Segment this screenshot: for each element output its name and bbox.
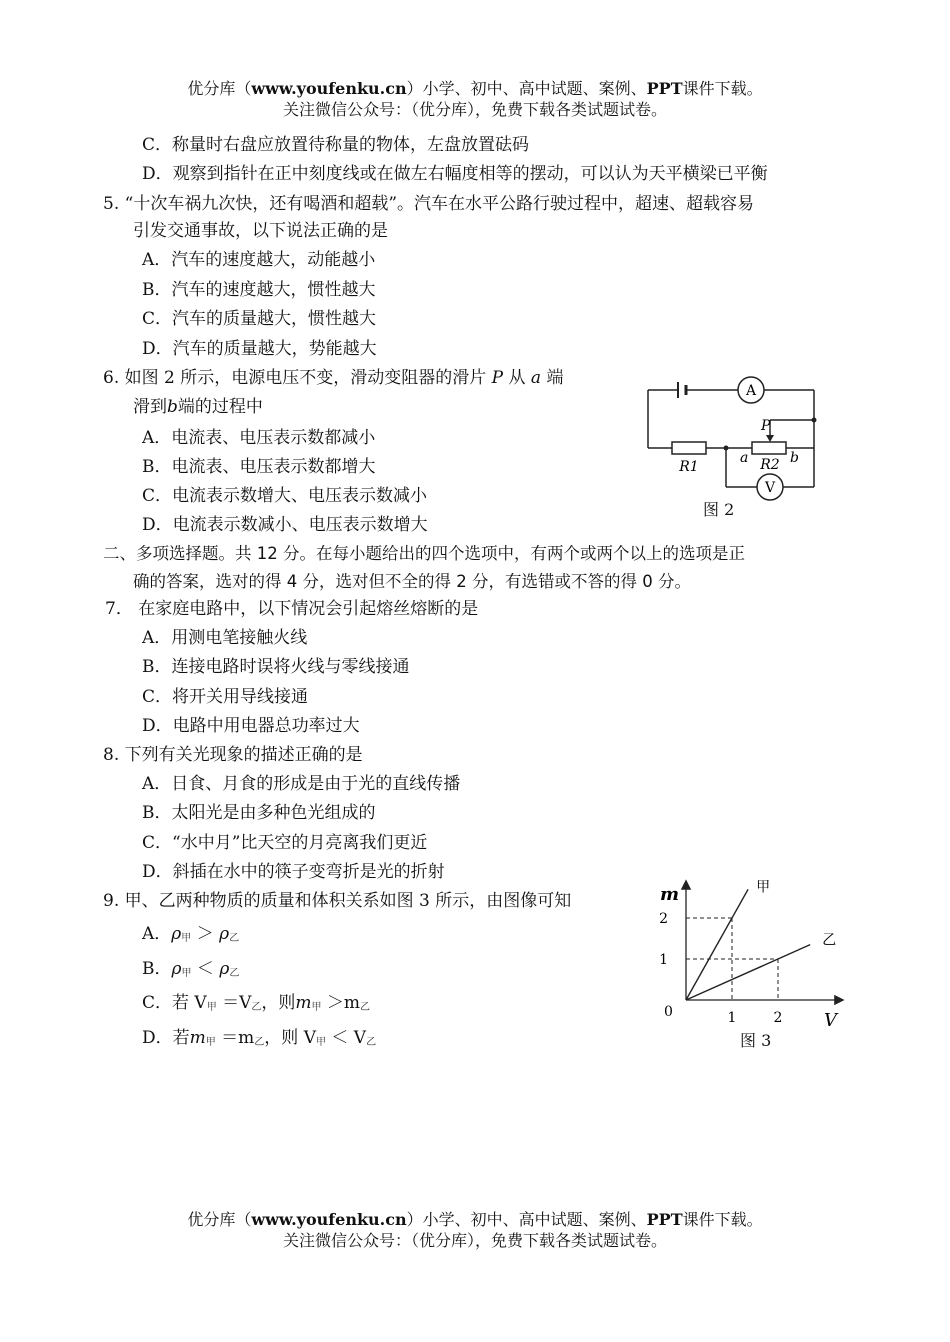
q6-text: 端的过程中 [177, 397, 263, 417]
footer-ppt: PPT [646, 1210, 683, 1229]
q6-text: 滑到 [133, 397, 167, 417]
q5-option-b: B．汽车的速度越大，惯性越大 [142, 280, 376, 300]
q9-rho: ρ [171, 959, 182, 979]
q9-var-m: m [189, 1028, 206, 1048]
header-ppt: PPT [646, 79, 683, 98]
series-line-jia [686, 889, 748, 1000]
q8-stem: 8. 下列有关光现象的描述正确的是 [103, 745, 363, 765]
q8-option-a: A．日食、月食的形成是由于光的直线传播 [142, 774, 461, 794]
q6-text: 6. 如图 2 所示，电源电压不变，滑动变阻器的滑片 [103, 368, 487, 388]
q9-text: ，则 V [264, 1028, 316, 1048]
q6-option-d: D．电流表示数减小、电压表示数增大 [142, 515, 428, 535]
q4-option-d: D．观察到指针在正中刻度线或在做左右幅度相等的摆动，可以认为天平横梁已平衡 [142, 164, 768, 184]
q9-sub-jia: 甲 [181, 933, 192, 944]
q9-sub-yi: 乙 [366, 1037, 377, 1048]
a-label: a [740, 450, 749, 466]
q9-text: ＝m [215, 1028, 255, 1048]
y-axis-label: m [660, 884, 680, 905]
header-text: 课件下载。 [682, 79, 763, 98]
q9-rho: ρ [219, 959, 230, 979]
slider-arrow-icon [766, 435, 774, 442]
series-label-jia: 甲 [756, 879, 771, 896]
q9-sub-jia: 甲 [205, 1037, 216, 1048]
page-header-line2: 关注微信公众号：（优分库），免费下载各类试题试卷。 [282, 100, 667, 119]
q5-option-d: D．汽车的质量越大，势能越大 [142, 339, 377, 359]
q9-option-c [142, 991, 370, 1020]
q9-var-m: m [295, 993, 312, 1013]
q6-var-a: a [530, 368, 542, 388]
voltmeter-label: V [764, 480, 776, 496]
q9-option-d [142, 1026, 376, 1055]
q9-rho: ρ [219, 924, 230, 944]
q9-sub-jia: 甲 [206, 1002, 217, 1013]
origin-label: 0 [664, 1004, 673, 1020]
q8-option-d: D．斜插在水中的筷子变弯折是光的折射 [142, 862, 445, 882]
x-tick-label: 2 [773, 1010, 783, 1026]
figure3-caption: 图 3 [740, 1031, 772, 1050]
q6-stem-line1 [103, 366, 563, 390]
q7-option-a: A．用测电笔接触火线 [142, 628, 308, 648]
footer-text: 优分库（ [187, 1210, 252, 1229]
q8-option-c: C．“水中月”比天空的月亮离我们更近 [142, 833, 428, 853]
page-header-line1 [0, 78, 950, 99]
q6-option-c: C．电流表示数增大、电压表示数减小 [142, 486, 428, 506]
q9-sub-yi: 乙 [229, 933, 240, 944]
q7-option-d: D．电路中用电器总功率过大 [142, 716, 360, 736]
q9-sub-yi: 乙 [360, 1002, 371, 1013]
page-footer-line1 [0, 1209, 950, 1230]
section2-heading-line2: 确的答案，选对的得 4 分，选对但不全的得 2 分，有选错或不答的得 0 分。 [133, 572, 691, 591]
q9-sub-jia: 甲 [315, 1037, 326, 1048]
footer-site-link[interactable]: www.youfenku.cn [251, 1210, 407, 1229]
q5-option-a: A．汽车的速度越大，动能越小 [142, 250, 376, 270]
q6-var-p: P [491, 368, 504, 388]
x-tick-label: 1 [727, 1010, 737, 1026]
junction-dot [812, 418, 817, 423]
x-axis-label: V [824, 1010, 837, 1031]
q6-option-a: A．电流表、电压表示数都减小 [142, 428, 376, 448]
q4-option-c: C．称量时右盘应放置待称量的物体，左盘放置砝码 [142, 135, 530, 155]
q5-stem-line1: 5. “十次车祸九次快，还有喝酒和超载”。汽车在水平公路行驶过程中，超速、超载容易 [103, 194, 755, 214]
q9-text: ，则 [261, 993, 296, 1013]
q6-var-b: b [167, 397, 178, 417]
q9-option-a [142, 922, 239, 951]
q6-text: 从 [508, 368, 526, 388]
junction-dot [724, 446, 729, 451]
q9-text: B． [142, 959, 172, 979]
q6-text: 端 [546, 368, 564, 388]
footer-text: 课件下载。 [682, 1210, 763, 1229]
q9-sub-jia: 甲 [181, 968, 192, 979]
q9-text: ＞m [321, 993, 361, 1013]
q9-sub-jia: 甲 [311, 1002, 322, 1013]
q9-sub-yi: 乙 [254, 1037, 265, 1048]
p-label: P [761, 418, 771, 434]
header-text: 优分库（ [187, 79, 252, 98]
q9-rho: ρ [171, 924, 182, 944]
q9-text: C．若 V [142, 993, 207, 1013]
q5-stem-line2: 引发交通事故，以下说法正确的是 [133, 221, 388, 241]
page-footer-line2: 关注微信公众号：（优分库），免费下载各类试题试卷。 [282, 1231, 667, 1250]
q9-text: A． [142, 924, 172, 944]
b-label: b [790, 450, 799, 466]
q9-text: ＞ [191, 924, 220, 944]
header-site-link[interactable]: www.youfenku.cn [251, 79, 407, 98]
header-text: ）小学、初中、高中试题、案例、 [406, 79, 647, 98]
q9-text: ＝V [216, 993, 252, 1013]
y-tick-label: 2 [659, 911, 668, 927]
resistor-r1 [672, 442, 706, 454]
mass-volume-chart [650, 868, 850, 1038]
q9-sub-yi: 乙 [229, 968, 240, 979]
resistor-r2 [752, 442, 786, 454]
q7-option-b: B．连接电路时误将火线与零线接通 [142, 657, 410, 677]
q6-stem-line2 [133, 395, 263, 419]
q7-stem: 7． 在家庭电路中，以下情况会引起熔丝熔断的是 [105, 599, 479, 619]
q7-option-c: C．将开关用导线接通 [142, 687, 309, 707]
q9-stem: 9. 甲、乙两种物质的质量和体积关系如图 3 所示，由图像可知 [103, 891, 572, 911]
series-line-yi [686, 945, 810, 1000]
footer-text: ）小学、初中、高中试题、案例、 [406, 1210, 647, 1229]
q9-text: ＜ [191, 959, 220, 979]
circuit-diagram [640, 372, 840, 502]
q9-text: D．若 [142, 1028, 190, 1048]
r1-label: R1 [679, 459, 699, 475]
figure2-caption: 图 2 [703, 500, 735, 519]
ammeter-label: A [745, 383, 757, 399]
q9-text: ＜ V [325, 1028, 367, 1048]
q9-option-b [142, 957, 239, 986]
y-tick-label: 1 [659, 952, 668, 968]
section2-heading-line1: 二、多项选择题。共 12 分。在每小题给出的四个选项中，有两个或两个以上的选项是正 [103, 544, 745, 563]
q9-sub-yi: 乙 [251, 1002, 262, 1013]
r2-label: R2 [760, 457, 780, 473]
series-label-yi: 乙 [822, 932, 837, 949]
q5-option-c: C．汽车的质量越大，惯性越大 [142, 309, 377, 329]
q6-option-b: B．电流表、电压表示数都增大 [142, 457, 376, 477]
q8-option-b: B．太阳光是由多种色光组成的 [142, 803, 376, 823]
